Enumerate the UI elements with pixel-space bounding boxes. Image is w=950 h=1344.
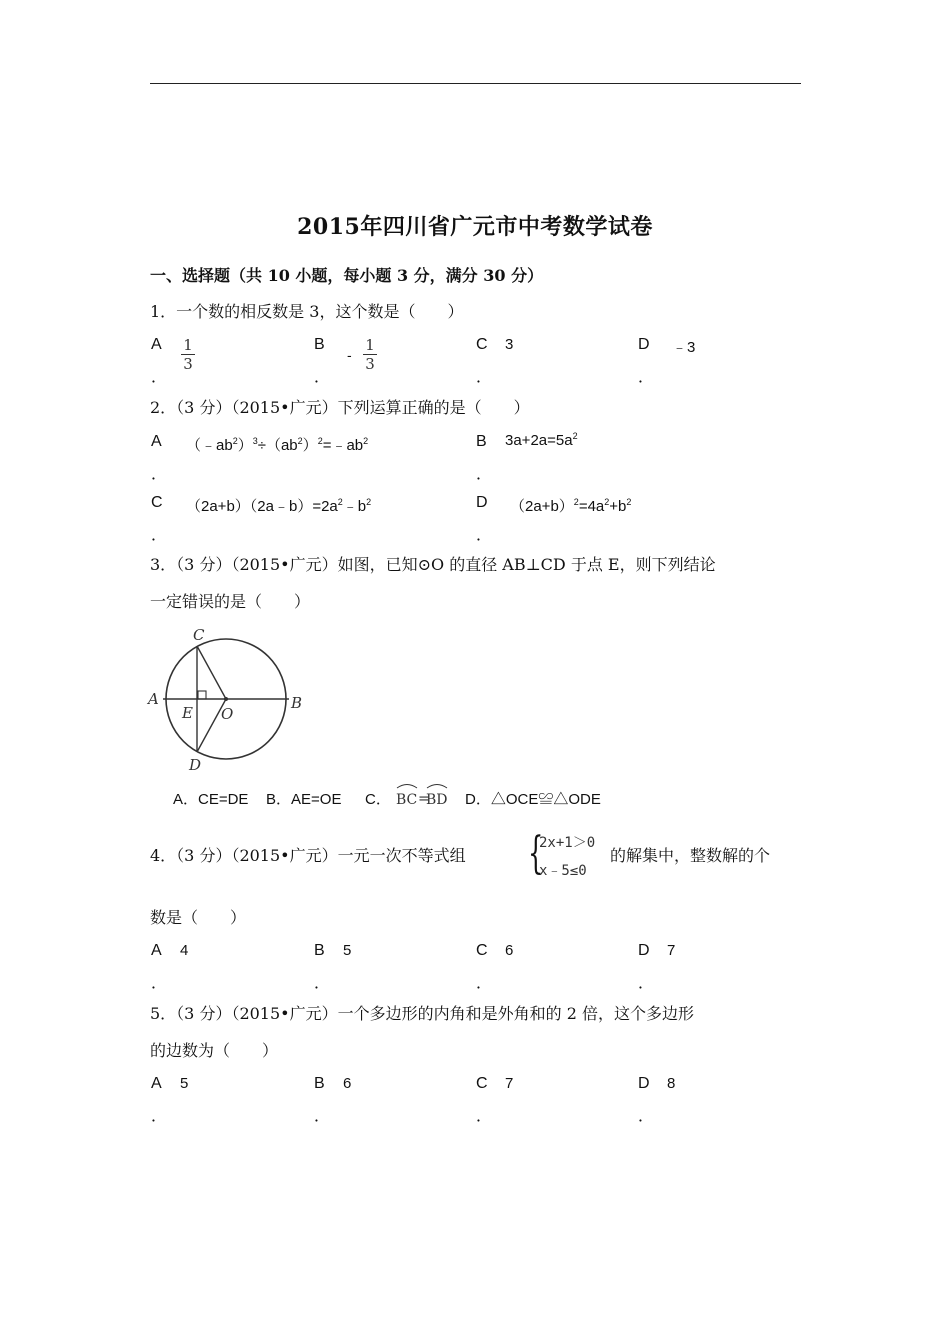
q2-option-c-dot: ． <box>151 525 168 544</box>
q2-option-b-dot: ． <box>476 464 493 483</box>
q5-option-d-dot: ． <box>638 1106 655 1125</box>
arc-label-bc: BC <box>396 792 418 808</box>
q4-option-b-content: 5 <box>343 942 352 959</box>
label-e: E <box>182 704 193 722</box>
q4-option-d-dot: ． <box>638 973 655 992</box>
q2-option-d-letter: D <box>476 494 488 511</box>
label-b: B <box>291 694 303 712</box>
q5-option-a-dot: ． <box>151 1106 168 1125</box>
q4-option-a-letter: A <box>151 942 162 959</box>
q5-option-c-content: 7 <box>505 1075 514 1092</box>
q2-option-c-content: $(2a+b)(2a﹣b)=2a^2﹣b^2$ <box>186 497 372 515</box>
q5-option-c-letter: C <box>476 1075 488 1092</box>
q3-option-b: B．AE=OE <box>266 791 342 808</box>
q1-option-b-sign: - <box>347 347 352 363</box>
q4-option-c-content: 6 <box>505 942 514 959</box>
q1-option-d-dot: ． <box>638 367 655 386</box>
q1-option-c-content: 3 <box>505 336 514 353</box>
label-c: C <box>193 626 205 644</box>
q4-inequality-1: 2x+1＞0 <box>539 835 596 851</box>
q4-option-c-dot: ． <box>476 973 493 992</box>
page-title: 2015年四川省广元市中考数学试卷 <box>297 214 653 240</box>
q5-option-d-letter: D <box>638 1075 650 1092</box>
q5-option-c-dot: ． <box>476 1106 493 1125</box>
q4-option-b-letter: B <box>314 942 325 959</box>
q1-option-c-dot: ． <box>476 367 493 386</box>
q1-stem: 1．一个数的相反数是 3，这个数是（ ） <box>150 302 464 321</box>
q4-stem-line2: 数是（ ） <box>150 908 247 927</box>
q4-stem-before: 4．（3 分）（2015•广元）一元一次不等式组 <box>150 846 466 865</box>
q3-option-c-prefix: C． <box>365 791 391 808</box>
q3-option-d: D．△OCE≌△ODE <box>465 791 601 808</box>
q2-option-a-content: $(﹣ab^2)^3\div(ab^2)^2=﹣ab^2$ <box>186 436 369 454</box>
q3-option-c-arcs <box>393 779 453 809</box>
q5-stem-line2: 的边数为（ ） <box>150 1041 279 1060</box>
q2-option-b-content: $3a+2a=5a^2$ <box>505 431 578 449</box>
q3-stem-line2: 一定错误的是（ ） <box>150 592 311 611</box>
q3-circle-figure <box>145 624 310 774</box>
q1-b-numerator: 1 <box>363 337 377 355</box>
header-rule <box>150 83 801 84</box>
q4-option-a-content: 4 <box>180 942 189 959</box>
arc-mark-bd <box>427 785 447 789</box>
right-angle-mark <box>198 691 206 699</box>
q5-option-a-content: 5 <box>180 1075 189 1092</box>
q4-brace: { <box>528 828 544 879</box>
q2-option-a-dot: ． <box>151 464 168 483</box>
q5-option-b-content: 6 <box>343 1075 352 1092</box>
q3-option-a: A．CE=DE <box>173 791 249 808</box>
q1-option-a-fraction <box>181 337 195 374</box>
q4-option-a-dot: ． <box>151 973 168 992</box>
q3-stem-line1: 3．（3 分）（2015•广元）如图，已知⊙O 的直径 AB⊥CD 于点 E，则下列结论 <box>150 555 716 574</box>
arc-equals: = <box>418 791 430 807</box>
q5-option-a-letter: A <box>151 1075 162 1092</box>
q1-option-a-dot: ． <box>151 367 168 386</box>
q5-option-d-content: 8 <box>667 1075 676 1092</box>
q4-option-d-letter: D <box>638 942 650 959</box>
q5-stem-line1: 5．（3 分）（2015•广元）一个多边形的内角和是外角和的 2 倍，这个多边形 <box>150 1004 694 1023</box>
q2-option-d-dot: ． <box>476 525 493 544</box>
q1-a-numerator: 1 <box>181 337 195 355</box>
label-d: D <box>189 756 202 774</box>
q5-option-b-dot: ． <box>314 1106 331 1125</box>
q1-option-d-letter: D <box>638 336 650 353</box>
q4-option-d-content: 7 <box>667 942 676 959</box>
q4-inequality-2: x﹣5≤0 <box>539 863 587 879</box>
q4-option-b-dot: ． <box>314 973 331 992</box>
q1-option-c-letter: C <box>476 336 488 353</box>
label-a: A <box>148 690 159 708</box>
section-heading: 一、选择题（共 10 小题，每小题 3 分，满分 30 分） <box>150 266 544 285</box>
q2-option-b-letter: B <box>476 433 487 450</box>
q3-option-c <box>365 788 391 809</box>
q1-b-denominator: 3 <box>365 355 375 373</box>
q1-a-denominator: 3 <box>183 355 193 373</box>
q1-option-b-letter: B <box>314 336 325 353</box>
q2-stem: 2．（3 分）（2015•广元）下列运算正确的是（ ） <box>150 398 530 417</box>
q1-option-b-fraction <box>363 337 377 374</box>
q1-option-b-dot: ． <box>314 367 331 386</box>
arc-mark-bc <box>397 785 417 789</box>
q1-option-d-content: ﹣3 <box>672 339 696 356</box>
q2-option-a-letter: A <box>151 433 162 450</box>
q4-option-c-letter: C <box>476 942 488 959</box>
arc-label-bd: BD <box>426 792 448 808</box>
label-o: O <box>221 705 234 723</box>
q4-stem-after: 的解集中，整数解的个 <box>610 846 771 865</box>
center-point <box>224 697 228 701</box>
q5-option-b-letter: B <box>314 1075 325 1092</box>
q1-option-a-letter: A <box>151 336 162 353</box>
q2-option-d-content: $(2a+b)^2=4a^2+b^2$ <box>510 497 632 515</box>
q2-option-c-letter: C <box>151 494 163 511</box>
